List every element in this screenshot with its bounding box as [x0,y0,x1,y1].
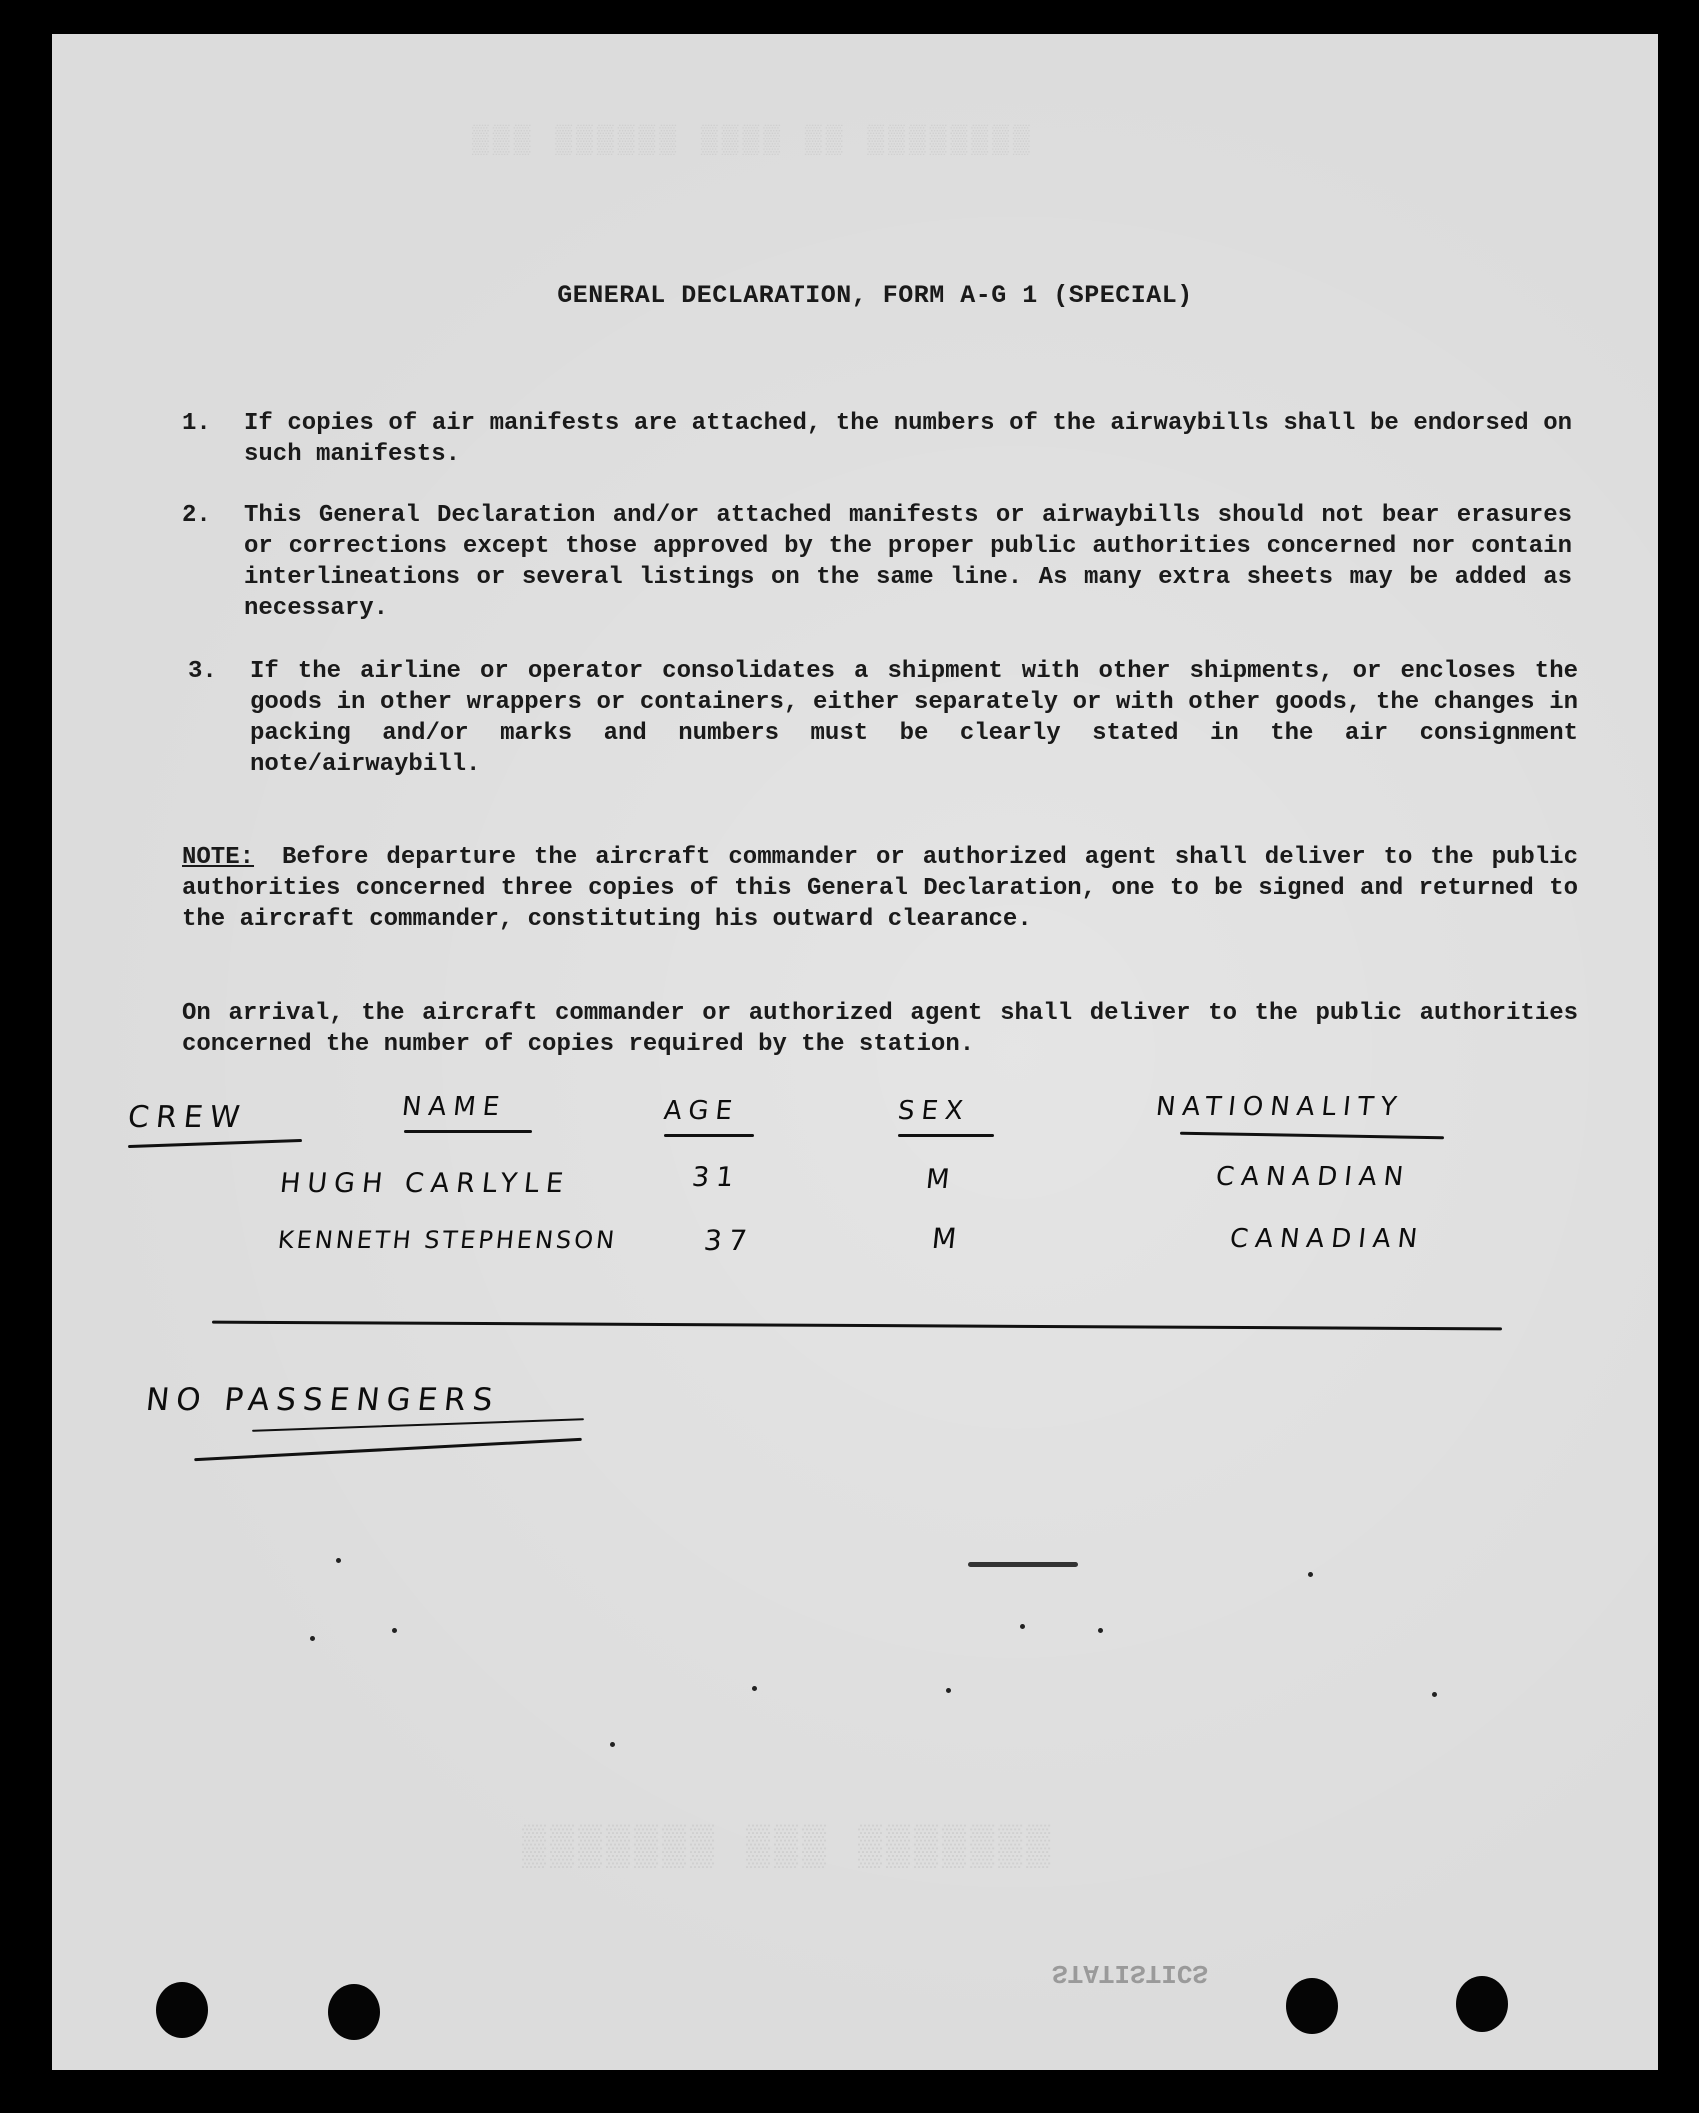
ink-smudge [968,1562,1078,1567]
crew-name: KENNETH STEPHENSON [276,1226,619,1254]
crew-header: CREW [126,1100,249,1135]
instruction-1 [182,408,1572,470]
speck [1020,1624,1025,1629]
underline [404,1130,532,1133]
speck [392,1628,397,1633]
form-title: GENERAL DECLARATION, FORM A-G 1 (SPECIAL) [557,281,1193,310]
instruction-text: This General Declaration and/or attached manifests or airwaybills should not bear erasures or corrections except those approved by the proper public authorities concerned nor contain interlineations or several listings on the same line. As many extra sheets may be added as necessary. [244,502,1572,622]
underline [128,1139,302,1148]
crew-sex: M [924,1164,958,1195]
underline [252,1418,584,1432]
crew-nationality: CANADIAN [1228,1224,1426,1254]
punch-hole [1286,1978,1338,2034]
underline [664,1134,754,1137]
crew-nationality: CANADIAN [1214,1162,1412,1192]
underline [1180,1132,1444,1140]
instruction-2 [182,500,1572,624]
sex-header: SEX [896,1096,972,1126]
passengers-note: NO PASSENGERS [144,1382,502,1418]
nationality-header: NATIONALITY [1154,1092,1405,1122]
bleed-through-text: ▒▒▒▒▒▒▒ ▒▒▒ ▒▒▒▒▒▒▒ [522,1826,1055,1871]
speck [946,1688,951,1693]
statistics-stamp: STATISTICS [1052,1958,1209,1988]
note-label: NOTE: [182,844,255,871]
crew-sex: M [930,1222,965,1255]
instruction-number: 1. [182,410,211,437]
speck [610,1742,615,1747]
punch-hole [1456,1976,1508,2032]
speck [310,1636,315,1641]
speck [752,1686,757,1691]
document-page [52,34,1658,2070]
underline [194,1438,582,1461]
note-paragraph [182,842,1578,935]
separator-line [212,1321,1502,1331]
arrival-paragraph: On arrival, the aircraft commander or authorized agent shall deliver to the public authorities concerned the number of copies required by the station. [182,1000,1578,1058]
speck [336,1558,341,1563]
instruction-number: 2. [182,502,211,529]
crew-age: 31 [690,1162,742,1193]
speck [1098,1628,1103,1633]
crew-name: HUGH CARLYLE [278,1168,572,1199]
name-header: NAME [400,1092,508,1122]
bleed-through-text: ▒▒▒ ▒▒▒▒▒▒ ▒▒▒▒ ▒▒ ▒▒▒▒▒▒▒▒ [472,126,1034,157]
instruction-3 [188,656,1578,780]
instruction-text: If copies of air manifests are attached, the numbers of the airwaybills shall be endorsed on such manifests. [244,410,1572,468]
underline [898,1134,994,1137]
punch-hole [328,1984,380,2040]
instruction-number: 3. [188,658,217,685]
speck [1308,1572,1313,1577]
instruction-text: If the airline or operator consolidates a shipment with other shipments, or encloses the goods in other wrappers or containers, either separately or with other goods, the changes in packing and/or marks and numbers must be clearly stated in the air consignment note/airwaybill. [250,658,1578,778]
speck [1432,1692,1437,1697]
age-header: AGE [662,1096,741,1126]
punch-hole [156,1982,208,2038]
crew-age: 37 [702,1224,756,1257]
note-text: Before departure the aircraft commander or authorized agent shall deliver to the public authorities concerned three copies of this General Declaration, one to be signed and returned to the aircraft commander, constituting his outward clearance. [182,844,1578,933]
